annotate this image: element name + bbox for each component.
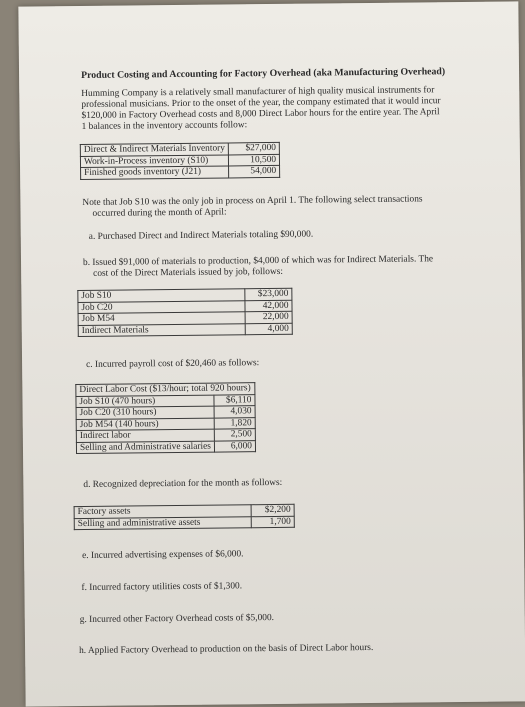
inventory-value: 10,500 [229,154,280,166]
materials-label: Indirect Materials [78,323,245,336]
table-row [81,165,280,179]
payroll-label: Job M54 (140 hours) [76,418,214,431]
inventory-label: Work-in-Process inventory (S10) [80,154,228,167]
intro-line-4: 1 balances in the inventory accounts follow: [81,120,248,132]
payroll-value: 1,820 [214,417,255,429]
item-e: e. Incurred advertising expenses of $6,000. [82,549,244,561]
table-row [74,516,294,530]
inventory-label: Finished goods inventory (J21) [81,166,229,179]
payroll-value: 2,500 [214,429,255,441]
materials-value: 4,000 [245,323,292,335]
payroll-label: Job S10 (470 hours) [76,395,214,408]
inventory-value: 54,000 [229,165,280,177]
intro-line-3: $120,000 in Factory Overhead costs and 8,000 Direct Labor hours for the entire year. The April [81,107,440,121]
inventory-table [80,142,280,180]
depreciation-table [74,504,295,530]
depreciation-value: $2,200 [251,504,294,516]
materials-value: $23,000 [245,288,292,300]
item-c: c. Incurred payroll cost of $20,460 as follows: [86,358,260,370]
materials-table [77,288,292,337]
intro-line-2: professional musicians. Prior to the onset of the year, the company estimated that it would incur [81,96,441,110]
intro-line-1: Humming Company is a relatively small manufacturer of high quality musical instruments for [81,85,435,99]
payroll-value: 4,030 [214,406,255,418]
payroll-table [75,382,256,454]
table-row [76,440,255,453]
depreciation-value: 1,700 [251,516,294,528]
item-b-line-1: b. Issued $91,000 of materials to production, $4,000 of which was for Indirect Materials. The [82,254,434,268]
materials-label: Job S10 [78,289,245,302]
payroll-header: Direct Labor Cost ($13/hour; total 920 hours) [76,383,255,396]
materials-label: Job M54 [78,312,245,325]
note-line-1: Note that Job S10 was the only job in process on April 1. The following select transactions [82,194,423,208]
item-b-line-2: cost of the Direct Materials issued by job, follows: [93,266,284,279]
table-row [78,323,292,337]
item-f: f. Incurred factory utilities costs of $1,300. [81,581,243,594]
payroll-label: Indirect labor [76,429,214,442]
depreciation-label: Factory assets [74,505,251,518]
item-g: g. Incurred other Factory Overhead costs of $5,000. [79,612,275,626]
paper-sheet [18,1,525,706]
materials-value: 22,000 [245,311,292,323]
inventory-value: $27,000 [228,142,279,154]
note-line-2: occurred during the month of April: [92,207,227,219]
item-h: h. Applied Factory Overhead to production on the basis of Direct Labor hours. [79,642,374,657]
payroll-value: 6,000 [214,440,255,452]
payroll-label: Selling and Administrative salaries [76,441,214,454]
materials-value: 42,000 [245,300,292,312]
inventory-label: Direct & Indirect Materials Inventory [80,143,228,156]
item-a: a. Purchased Direct and Indirect Materials totaling $90,000. [88,229,314,242]
depreciation-label: Selling and administrative assets [74,516,251,529]
payroll-label: Job C20 (310 hours) [76,406,214,419]
document-title: Product Costing and Accounting for Factory Overhead (aka Manufacturing Overhead) [81,66,446,81]
payroll-value: $6,110 [214,394,255,406]
materials-label: Job C20 [78,300,245,313]
document-content [18,1,525,706]
item-d: d. Recognized depreciation for the month as follows: [83,477,283,490]
